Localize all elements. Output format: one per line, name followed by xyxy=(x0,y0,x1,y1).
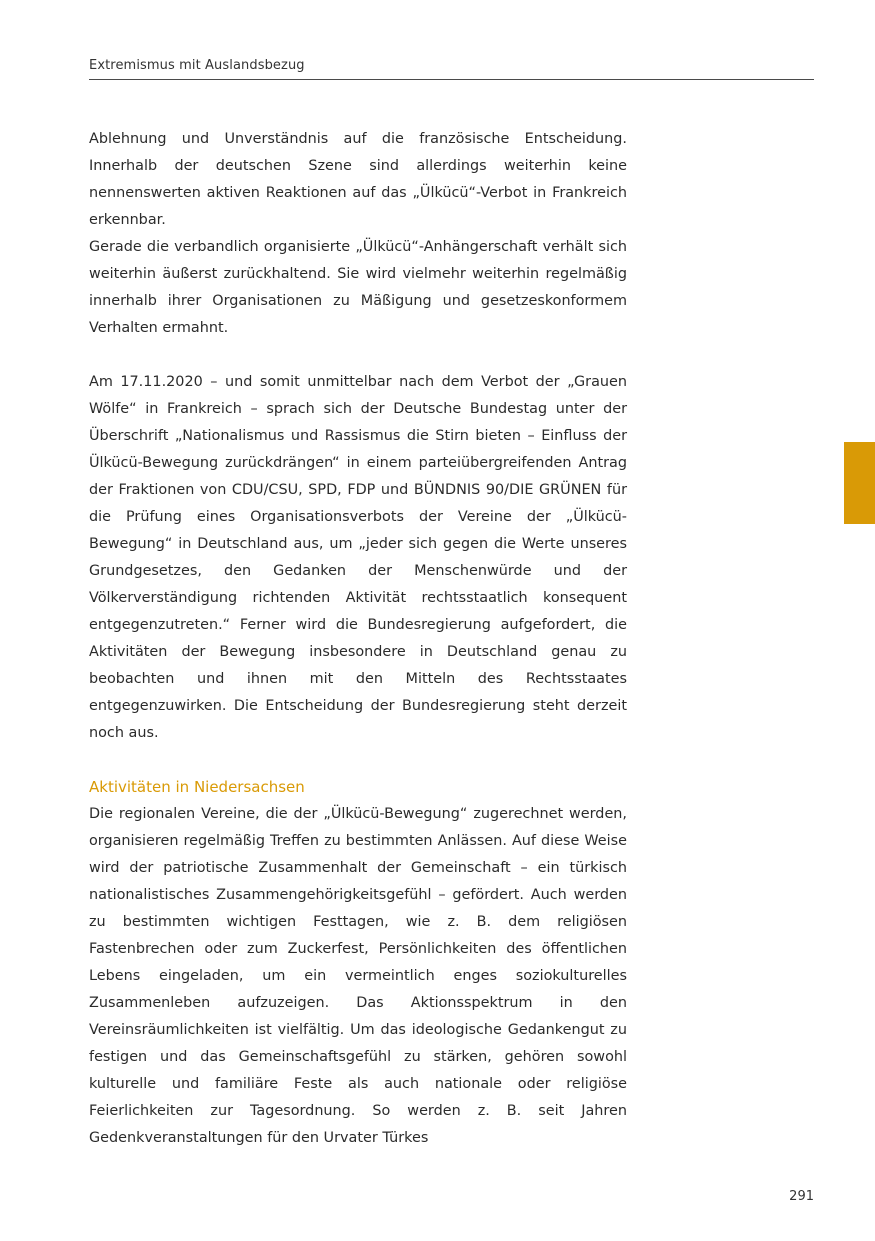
section-heading: Aktivitäten in Niedersachsen xyxy=(89,778,305,796)
main-text-column xyxy=(89,126,627,1152)
page-number: 291 xyxy=(789,1189,814,1204)
paragraph-3: Am 17.11.2020 – und somit unmittelbar nach dem Verbot der „Grauen Wölfe“ in Frankreich – sprach sich der Deutsche Bundestag unter der Überschrift „Nationalismus und Rassismus die Stirn bieten – Einfluss der Ülkücü-Bewegung zurückdrängen“ in einem parteiübergreifenden Antrag der Fraktionen von CDU/CSU, SPD, FDP und BÜNDNIS 90/DIE GRÜNEN für die Prüfung eines Organisationsverbots der Vereine der „Ülkücü-Bewegung“ in Deutschland aus, um „jeder sich gegen die Werte unseres Grundgesetzes, den Gedanken der Menschenwürde und der Völkerverständigung richtenden Aktivität rechtsstaatlich konsequent entgegenzutreten.“ Ferner wird die Bundesregierung aufgefordert, die Aktivitäten der Bewegung insbesondere in Deutschland genau zu beobachten und ihnen mit den Mitteln des Rechtsstaates entgegenzuwirken. Die Entscheidung der Bundesregierung steht derzeit noch aus. xyxy=(89,374,627,741)
header-divider xyxy=(89,79,814,80)
paragraph-spacer xyxy=(89,747,627,774)
paragraph-1: Ablehnung und Unverständnis auf die französische Entscheidung. Innerhalb der deutschen Szene sind allerdings weiterhin keine nennenswerten aktiven Reaktionen auf das „Ülkücü“-Verbot in Frankreich erkennbar. xyxy=(89,131,627,228)
chapter-marker-tab xyxy=(844,442,875,524)
section-paragraph: Die regionalen Vereine, die der „Ülkücü-Bewegung“ zugerechnet werden, organisieren regelmäßig Treffen zu bestimmten Anlässen. Auf diese Weise wird der patriotische Zusammenhalt der Gemeinschaft – ein türkisch nationalistisches Zusammengehörigkeitsgefühl – gefördert. Auch werden zu bestimmten wichtigen Festtagen, wie z. B. dem religiösen Fastenbrechen oder zum Zuckerfest, Persönlichkeiten des öffentlichen Lebens eingeladen, um ein vermeintlich enges soziokulturelles Zusammenleben aufzuzeigen. Das Aktionsspektrum in den Vereinsräumlichkeiten ist vielfältig. Um das ideologische Gedankengut zu festigen und das Gemeinschaftsgefühl zu stärken, gehören sowohl kulturelle und familiäre Feste als auch nationale oder religiöse Feierlichkeiten zur Tagesordnung. So werden z. B. seit Jahren Gedenkveranstaltungen für den Urvater Türkes xyxy=(89,806,627,1146)
paragraph-2: Gerade die verbandlich organisierte „Ülkücü“-Anhängerschaft verhält sich weiterhin äußerst zurückhaltend. Sie wird vielmehr weiterhin regelmäßig innerhalb ihrer Organisationen zu Mäßigung und gesetzeskonformem Verhalten ermahnt. xyxy=(89,239,627,336)
paragraph-spacer xyxy=(89,342,627,369)
running-header-title: Extremismus mit Auslandsbezug xyxy=(89,58,305,73)
